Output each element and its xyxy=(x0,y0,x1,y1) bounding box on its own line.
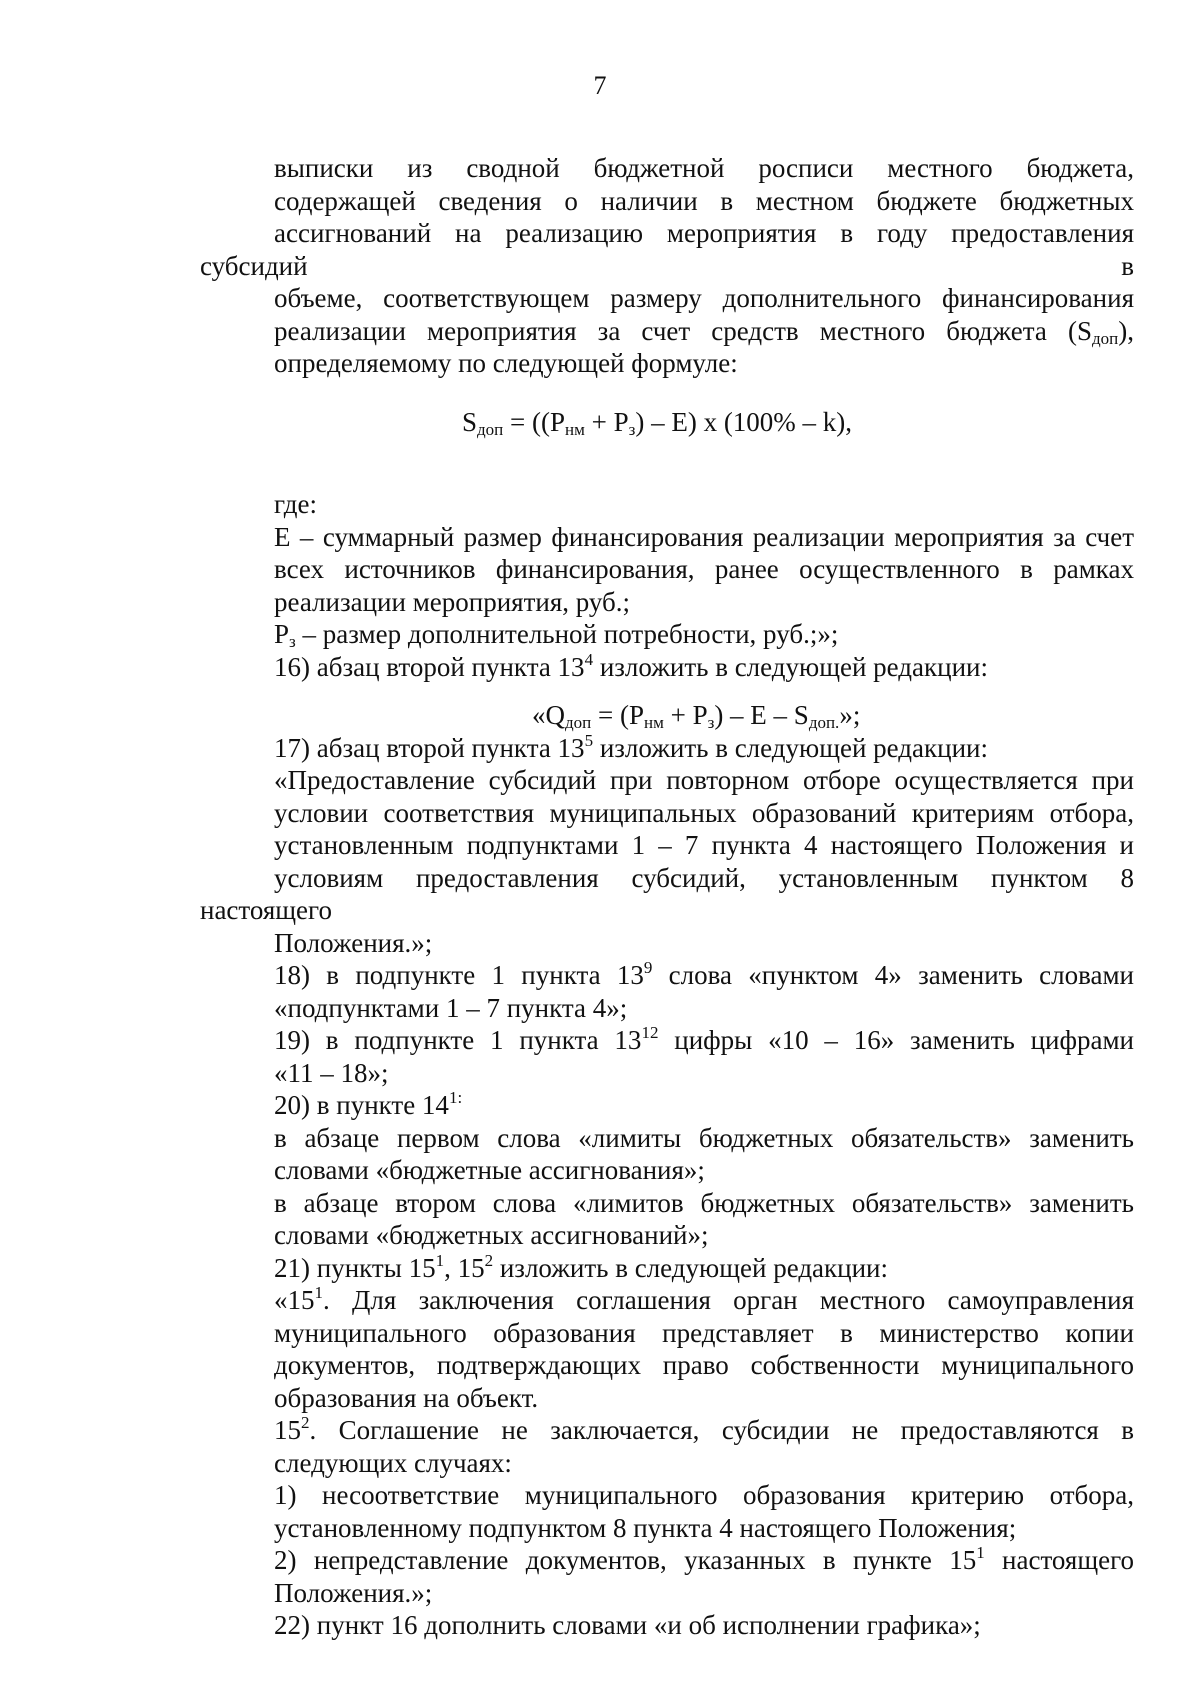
text-line: всех источников финансирования, ранее осуществленного в рамках xyxy=(274,554,1134,584)
text-line: словами «бюджетные ассигнования»; xyxy=(274,1155,705,1185)
text-line: в абзаце втором слова «лимитов бюджетных обязательств» заменить xyxy=(274,1187,1134,1218)
text-line: содержащей сведения о наличии в местном бюджете бюджетных xyxy=(274,185,1134,216)
formula-s-dop: $S_{доп} = ((P_{нм} + P_з) - E)$ x (100% – k), xyxy=(462,406,853,439)
text-line: следующих случаях: xyxy=(274,1447,512,1478)
text-line: «$15^1$. Для заключения соглашения орган местного самоуправления xyxy=(274,1283,1134,1315)
text-line: документов, подтверждающих право собственности муниципального xyxy=(274,1350,1134,1380)
page-number: 7 xyxy=(593,71,607,100)
pz-definition: $P_з$ – размер дополнительной потребности, руб.;»; xyxy=(274,619,839,651)
text-line: 18) в подпункте 1 пункта $13^9$ слова «пунктом 4» заменить словами xyxy=(274,958,1134,990)
case-1 xyxy=(200,1479,1134,1544)
text-line: в абзаце первом слова «лимиты бюджетных обязательств» заменить xyxy=(274,1122,1134,1153)
text-line: Положения.»; xyxy=(274,1577,433,1608)
text-line: условии соответствия муниципальных образований критериям отбора, xyxy=(274,797,1134,828)
item-17-quote xyxy=(200,764,1134,959)
text-line: 2) непредставление документов, указанных в пункте $15^1$ настоящего xyxy=(274,1543,1134,1575)
item-20-paragraph-2 xyxy=(200,1187,1134,1252)
text-line: E – суммарный размер финансирования реализации мероприятия за счет xyxy=(274,521,1134,552)
item-18 xyxy=(200,959,1134,1024)
text-line: 1) несоответствие муниципального образования критерию отбора, xyxy=(274,1480,1134,1510)
item-16: 16) абзац второй пункта $13^4$ изложить в следующей редакции: xyxy=(274,649,988,682)
item-19 xyxy=(200,1024,1134,1089)
text-line: установленным подпунктами 1 – 7 пункта 4 настоящего Положения и xyxy=(274,830,1134,860)
intro-paragraph xyxy=(200,152,1134,380)
text-line: определяемому по следующей формуле: xyxy=(274,348,738,378)
text-line: реализации мероприятия за счет средств местного бюджета $(S_{доп})$, xyxy=(274,315,1134,348)
subscript: доп xyxy=(1092,328,1119,348)
item-20: 20) в пункте $14^{1:}$ xyxy=(274,1088,463,1120)
text-line: 19) в подпункте 1 пункта $13^{12}$ цифры «10 – 16» заменить цифрами xyxy=(274,1023,1134,1055)
text-line: «Предоставление субсидий при повторном отборе осуществляется при xyxy=(274,765,1134,795)
text-line: реализации мероприятия, руб.; xyxy=(274,586,631,617)
text-line: ассигнований на реализацию мероприятия в году предоставления субсидий в xyxy=(200,218,1134,281)
text-line: «11 – 18»; xyxy=(274,1057,389,1088)
text-line: Положения.»; xyxy=(274,927,433,958)
text-line: объеме, соответствующем размеру дополнительного финансирования xyxy=(274,283,1134,313)
text-line: образования на объект. xyxy=(274,1382,539,1413)
text-line: муниципального образования представляет в министерство копии xyxy=(274,1317,1134,1348)
case-2 xyxy=(200,1544,1134,1609)
text-line: установленному подпунктом 8 пункта 4 настоящего Положения; xyxy=(274,1512,1017,1543)
item-21: 21) пункты $15^1$, $15^2$ изложить в следующей редакции: xyxy=(274,1250,889,1283)
text-line: условиям предоставления субсидий, установленным пунктом 8 настоящего xyxy=(200,862,1134,925)
e-definition xyxy=(200,521,1134,619)
point-15-2 xyxy=(200,1414,1134,1479)
text-line: словами «бюджетных ассигнований»; xyxy=(274,1220,709,1250)
formula-q-dop: «$Q_{доп} = (P_{нм} + P_з) - E - S_{доп.}$»; xyxy=(532,700,861,732)
text-line: выписки из сводной бюджетной росписи местного бюджета, xyxy=(274,153,1134,183)
text-line: «подпунктами 1 – 7 пункта 4»; xyxy=(274,992,628,1023)
text-line: $15^2$. Соглашение не заключается, субсидии не предоставляются в xyxy=(274,1413,1134,1445)
where-label: где: xyxy=(274,489,317,519)
item-20-paragraph-1 xyxy=(200,1122,1134,1187)
document-body xyxy=(200,152,1134,1642)
point-15-1 xyxy=(200,1284,1134,1414)
item-22: 22) пункт 16 дополнить словами «и об исполнении графика»; xyxy=(274,1610,981,1640)
item-17: 17) абзац второй пункта $13^5$ изложить в следующей редакции: xyxy=(274,730,988,763)
